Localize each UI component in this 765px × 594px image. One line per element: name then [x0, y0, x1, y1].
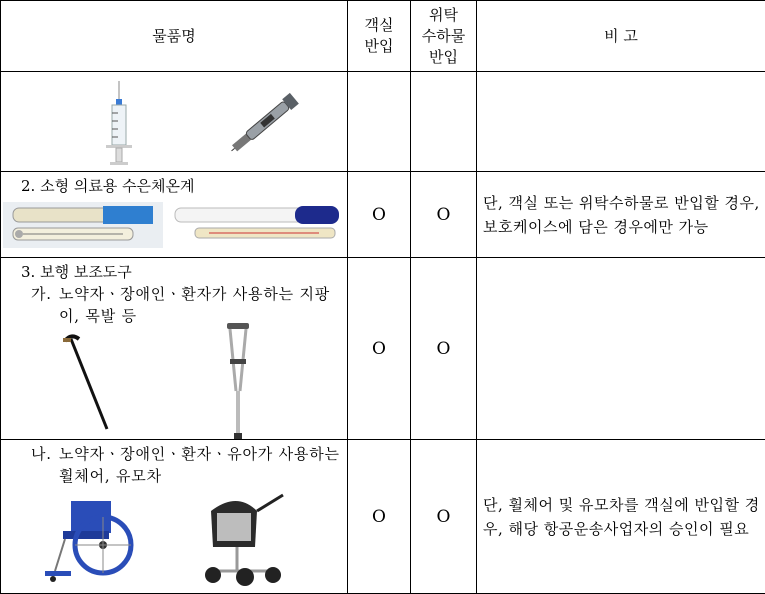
- cane-image: [61, 333, 121, 433]
- sub-item-text: 노약자ㆍ장애인ㆍ환자가 사용하는 지팡이, 목발 등: [59, 285, 330, 325]
- item-cell: [1, 440, 348, 594]
- cabin-mark: O: [348, 258, 411, 440]
- table-row: [1, 440, 765, 594]
- wheelchair-image: [41, 493, 136, 583]
- cabin-mark: [348, 72, 411, 172]
- syringe-image: [99, 79, 139, 169]
- sub-item-label: 나.: [31, 443, 52, 465]
- item-title: 2. 소형 의료용 수은체온계: [1, 172, 347, 197]
- checked-mark: O: [411, 258, 477, 440]
- remark-cell: 단, 휠체어 및 유모차를 객실에 반입할 경우, 해당 항공운송사업자의 승인이 필요: [477, 440, 765, 594]
- checked-mark: O: [411, 440, 477, 594]
- header-cabin: 객실 반입: [348, 1, 411, 72]
- thermometer-case-image: [169, 200, 345, 250]
- stroller-image: [197, 491, 293, 587]
- sub-item-text: 노약자ㆍ장애인ㆍ환자ㆍ유아가 사용하는 휠체어, 유모차: [59, 445, 340, 485]
- item-cell: [1, 172, 348, 258]
- remark-cell: [477, 258, 765, 440]
- header-remarks: 비 고: [477, 1, 765, 72]
- checked-mark: [411, 72, 477, 172]
- table-row: [1, 72, 765, 172]
- item-cell: [1, 258, 348, 440]
- remark-cell: [477, 72, 765, 172]
- sub-item-label: 가.: [31, 283, 52, 305]
- crutch-image: [221, 321, 255, 441]
- table-row: [1, 258, 765, 440]
- header-item-name: 물품명: [1, 1, 348, 72]
- header-checked-baggage: 위탁 수하물 반입: [411, 1, 477, 72]
- remark-cell: 단, 객실 또는 위탁수하물로 반입할 경우, 보호케이스에 담은 경우에만 가능: [477, 172, 765, 258]
- cabin-mark: O: [348, 172, 411, 258]
- table-row: [1, 172, 765, 258]
- thermometer-image: [3, 202, 163, 248]
- sub-item: [1, 440, 347, 487]
- header-row: [1, 1, 765, 72]
- item-title: 3. 보행 보조도구: [1, 258, 347, 283]
- checked-mark: O: [411, 172, 477, 258]
- sub-item: [1, 283, 347, 327]
- item-cell: [1, 72, 348, 172]
- insulin-pen-image: [221, 87, 311, 157]
- cabin-mark: O: [348, 440, 411, 594]
